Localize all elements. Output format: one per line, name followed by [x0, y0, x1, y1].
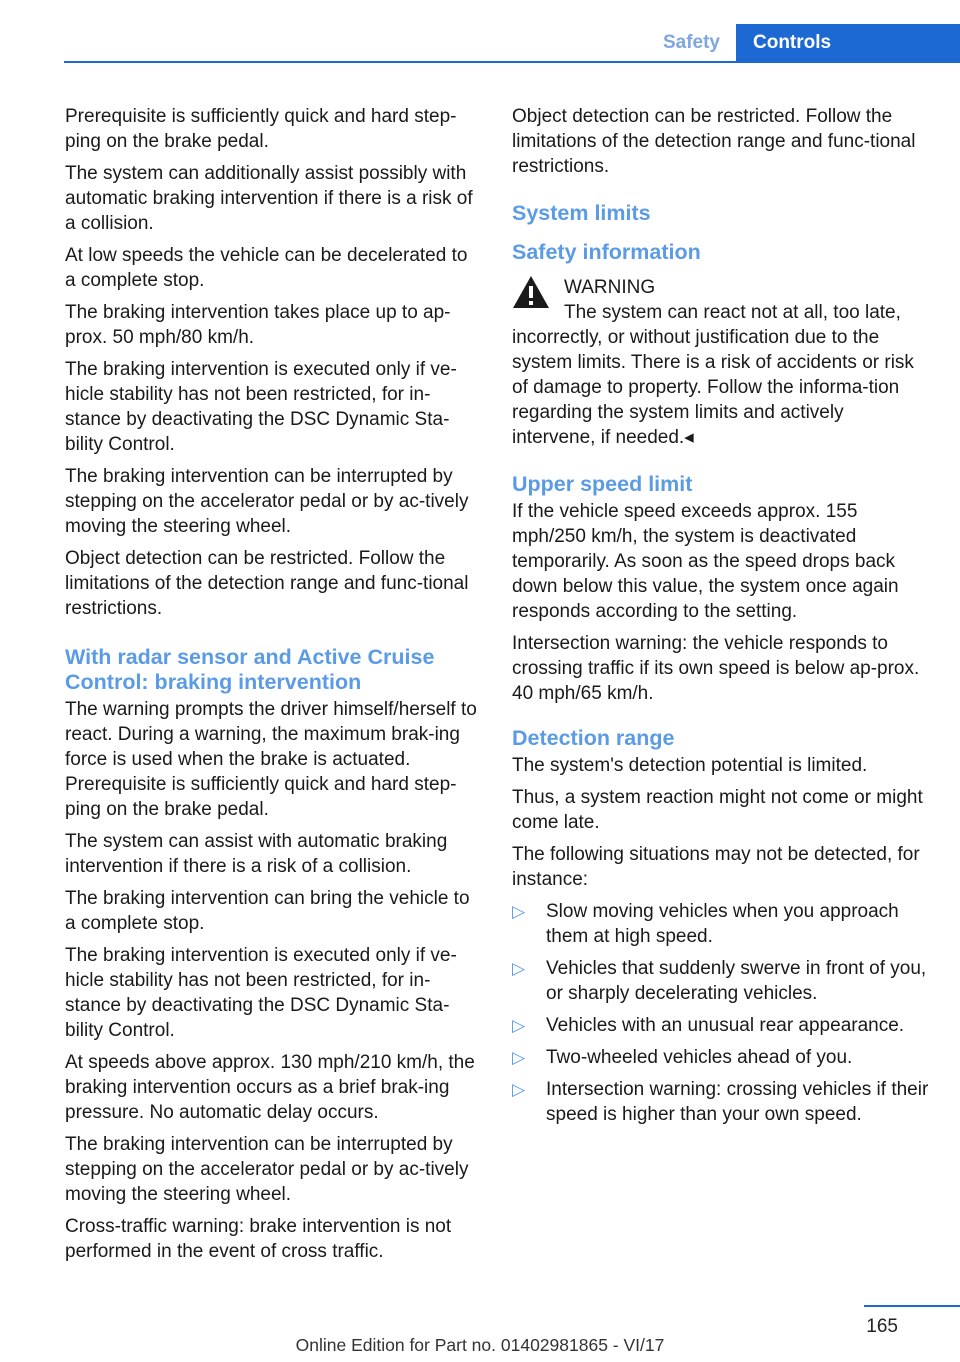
page-number-rule — [864, 1305, 960, 1307]
paragraph: The system can assist with automatic braking intervention if there is a risk of a collision. — [65, 831, 448, 877]
section-heading-radar-acc: With radar sensor and Active Cruise Control: braking intervention — [65, 645, 435, 694]
section-heading-system-limits: System limits — [512, 201, 651, 225]
list-item: ▷ Slow moving vehicles when you approach them at high speed. — [512, 901, 899, 947]
paragraph: The braking intervention is executed only if ve-hicle stability has not been restricted, for in-stance by deactivating the DSC Dynamic Sta-bility Control. — [65, 945, 457, 1041]
paragraph: Thus, a system reaction might not come or might come late. — [512, 787, 923, 833]
paragraph: The braking intervention takes place up to ap-prox. 50 mph/80 km/h. — [65, 302, 451, 348]
warning-box — [512, 275, 930, 450]
paragraph: The braking intervention is executed only if ve-hicle stability has not been restricted, for in-stance by deactivating the DSC Dynamic Sta-bility Control. — [65, 359, 457, 455]
paragraph: Object detection can be restricted. Follow the limitations of the detection range and func-tional restrictions. — [512, 106, 916, 177]
paragraph: The following situations may not be detected, for instance: — [512, 844, 920, 890]
list-item: ▷ Two-wheeled vehicles ahead of you. — [512, 1047, 853, 1068]
paragraph: The system's detection potential is limited. — [512, 755, 868, 776]
triangle-bullet-icon: ▷ — [512, 1016, 526, 1035]
paragraph: The braking intervention can be interrupted by stepping on the accelerator pedal or by ac-tively moving the steering wheel. — [65, 466, 469, 537]
paragraph: Cross-traffic warning: brake intervention is not performed in the event of cross traffic. — [65, 1216, 452, 1262]
list-item: ▷ Intersection warning: crossing vehicles if their speed is higher than your own speed. — [512, 1079, 929, 1125]
paragraph: At low speeds the vehicle can be decelerated to a complete stop. — [65, 245, 468, 291]
paragraph: Intersection warning: the vehicle responds to crossing traffic if its own speed is below ap-prox. 40 mph/65 km/h. — [512, 633, 920, 704]
section-heading-safety-information: Safety information — [512, 240, 701, 264]
warning-text: incorrectly, or without justification due to the system limits. There is a risk of accidents or risk of damage to property. Follow the informa-tion regarding the system limits and actively intervene, if needed.◂ — [512, 327, 914, 448]
situation-list — [512, 899, 930, 1127]
list-item: ▷ Vehicles that suddenly swerve in front of you, or sharply decelerating vehicles. — [512, 958, 927, 1004]
paragraph: At speeds above approx. 130 mph/210 km/h, the braking intervention occurs as a brief brak-ing pressure. No automatic delay occurs. — [65, 1052, 475, 1123]
list-item: ▷ Vehicles with an unusual rear appearance. — [512, 1015, 905, 1036]
section-heading-upper-speed-limit: Upper speed limit — [512, 472, 693, 496]
paragraph: The warning prompts the driver himself/herself to react. During a warning, the maximum brak-ing force is used when the brake is actuated. Prerequisite is sufficiently quick and hard step-ping on the brake pedal. — [65, 699, 477, 820]
right-column — [512, 104, 930, 1134]
paragraph: The braking intervention can bring the vehicle to a complete stop. — [65, 888, 470, 934]
left-column — [65, 104, 483, 1271]
paragraph: The system can additionally assist possibly with automatic braking intervention if there is a risk of a collision. — [65, 163, 473, 234]
warning-title: WARNING — [564, 277, 656, 298]
warning-triangle-icon — [512, 275, 550, 309]
header-divider — [64, 61, 960, 63]
paragraph: Object detection can be restricted. Follow the limitations of the detection range and func-tional restrictions. — [65, 548, 469, 619]
triangle-bullet-icon: ▷ — [512, 1080, 526, 1099]
paragraph: The braking intervention can be interrupted by stepping on the accelerator pedal or by ac-tively moving the steering wheel. — [65, 1134, 469, 1205]
page-number: 165 — [866, 1316, 898, 1337]
triangle-bullet-icon: ▷ — [512, 959, 526, 978]
paragraph: Prerequisite is sufficiently quick and hard step-ping on the brake pedal. — [65, 106, 457, 152]
footer-edition: Online Edition for Part no. 01402981865 - VI/17 — [295, 1335, 665, 1355]
section-heading-detection-range: Detection range — [512, 726, 675, 750]
warning-text-first-line: The system can react not at all, too late, — [564, 302, 901, 323]
triangle-bullet-icon: ▷ — [512, 1048, 526, 1067]
paragraph: If the vehicle speed exceeds approx. 155 mph/250 km/h, the system is deactivated temporarily. As soon as the speed drops back down below this value, the system once again responds according to the setting. — [512, 501, 899, 622]
triangle-bullet-icon: ▷ — [512, 902, 526, 921]
tab-safety[interactable]: Safety — [662, 31, 720, 53]
tab-controls[interactable]: Controls — [736, 24, 960, 62]
